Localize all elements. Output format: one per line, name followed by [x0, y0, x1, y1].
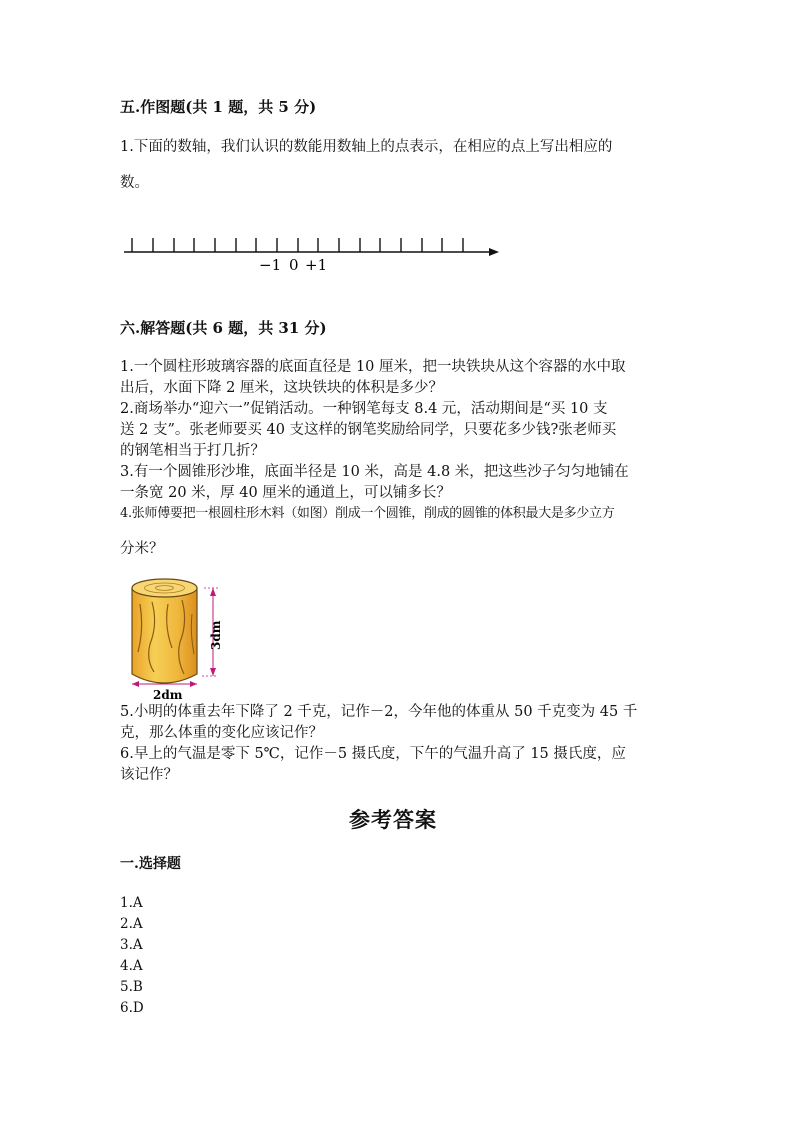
arrow-right-icon [489, 248, 499, 256]
number-line-ticks [132, 238, 463, 252]
label-pos1: +1 [305, 256, 328, 274]
section5-q1-line2: 数。 [120, 175, 149, 191]
section6-q1-line2: 出后，水面下降 2 厘米，这块铁块的体积是多少？ [120, 380, 443, 396]
section6-q3-line1: 3.有一个圆锥形沙堆，底面半径是 10 米，高是 4.8 米，把这些沙子匀匀地铺在 [120, 464, 629, 480]
section6-heading: 六.解答题(共 6 题，共 31 分) [120, 319, 327, 337]
section5-heading: 五.作图题(共 1 题，共 5 分) [120, 98, 317, 116]
section6-q2-line3: 的钢笔相当于打几折？ [120, 443, 265, 459]
section6-q3-line2: 一条宽 20 米，厚 40 厘米的通道上，可以铺多长？ [120, 485, 451, 501]
width-label: 2dm [153, 688, 183, 702]
wood-cylinder-figure [124, 574, 234, 702]
number-line [118, 230, 508, 280]
answer-item: 5.B [120, 979, 143, 995]
answers-title: 参考答案 [349, 807, 437, 832]
answers-section1-heading: 一.选择题 [120, 856, 181, 872]
answer-item: 4.A [120, 958, 143, 974]
section6-q4-line1: 4.张师傅要把一根圆柱形木料（如图）削成一个圆锥，削成的圆锥的体积最大是多少立方 [120, 506, 615, 521]
height-label: 3dm [209, 620, 223, 650]
label-0: 0 [289, 256, 299, 274]
section6-q1-line1: 1.一个圆柱形玻璃容器的底面直径是 10 厘米，把一块铁块从这个容器的水中取 [120, 359, 626, 375]
section6-q5-line2: 克，那么体重的变化应该记作？ [120, 725, 323, 741]
section6-q2-line1: 2.商场举办“迎六一”促销活动。一种钢笔每支 8.4 元，活动期间是“买 10 支 [120, 401, 608, 417]
section6-q2-line2: 送 2 支”。张老师要买 40 支这样的钢笔奖励给同学，只要花多少钱?张老师买 [120, 422, 617, 438]
label-neg1: −1 [259, 256, 282, 274]
section5-q1-line1: 1.下面的数轴，我们认识的数能用数轴上的点表示，在相应的点上写出相应的 [120, 139, 613, 155]
section6-q5-line1: 5.小明的体重去年下降了 2 千克，记作－2，今年他的体重从 50 千克变为 45 千 [120, 704, 638, 720]
section6-q6-line2: 该记作？ [120, 767, 178, 783]
section6-q4-line2: 分米？ [120, 541, 164, 557]
answer-item: 6.D [120, 1000, 144, 1016]
answer-item: 2.A [120, 916, 143, 932]
answer-item: 1.A [120, 895, 143, 911]
section6-q6-line1: 6.早上的气温是零下 5℃，记作－5 摄氏度，下午的气温升高了 15 摄氏度，应 [120, 746, 626, 762]
answer-item: 3.A [120, 937, 143, 953]
